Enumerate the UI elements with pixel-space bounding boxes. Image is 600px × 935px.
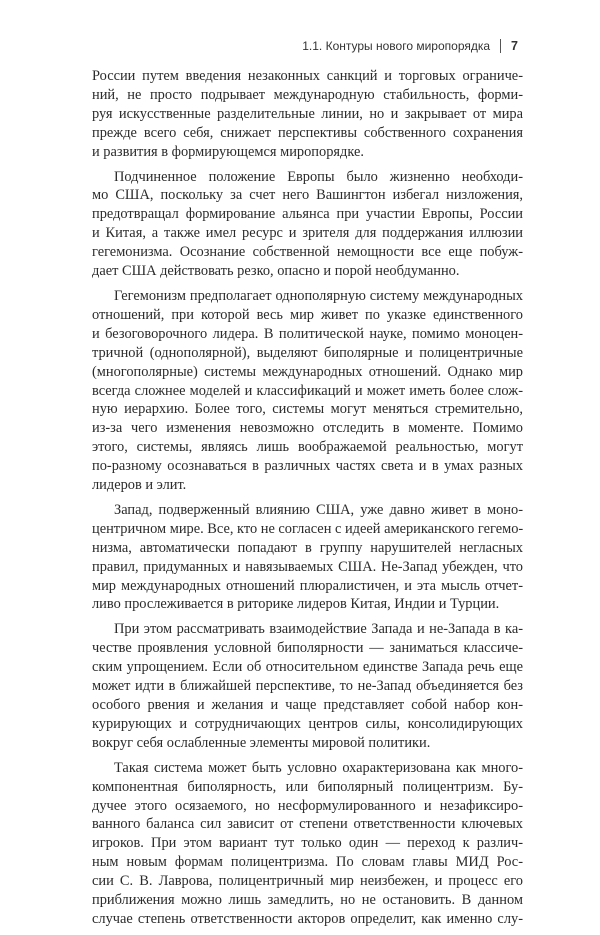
text-line: всегда сложнее моделей и классификаций и может иметь более слож- <box>92 382 523 399</box>
text-line: отношений, при которой весь мир живет по указке единственного <box>92 306 523 323</box>
text-line: и безоговорочного лидера. В политической науке, помимо моноцен- <box>92 325 523 342</box>
section-title: 1.1. Контуры нового миропорядка <box>302 39 491 53</box>
text-line: Такая система может быть условно охарактеризована как много- <box>114 759 523 776</box>
text-line: правил, придуманных и навязываемых США. Не-Запад убежден, что <box>92 558 523 575</box>
text-line: ванного баланса сил зависит от степени ответственности ключевых <box>92 816 523 833</box>
text-line: низма, автоматически попадают в группу нарушителей негласных <box>92 539 523 556</box>
text-line: игроков. При этом вариант тут только один — переход к различ- <box>92 835 523 852</box>
text-line: приближения можно лишь замедлить, но не остановить. В данном <box>92 892 523 909</box>
text-line: и развития в формирующемся миропорядке. <box>92 143 364 160</box>
text-line: вокруг себя ослабленные элементы мировой политики. <box>92 734 431 751</box>
text-line: мо США, поскольку за счет него Вашингтон избегал низложения, <box>92 187 523 204</box>
body-text <box>92 67 523 935</box>
text-line: может идти в ближайшей перспективе, то не-Запад объединяется без <box>92 678 523 695</box>
text-line: ским упрощением. Если об относительном единстве Запада речь еще <box>92 659 523 676</box>
text-line: этого, системы, являясь лишь воображаемой реальностью, могут <box>92 439 523 456</box>
paragraph <box>92 287 523 495</box>
text-line: ным новым формам полицентризма. По словам главы МИД Рос- <box>92 854 523 871</box>
text-line: руя искусственные разделительные линии, но и закрывает от мира <box>92 105 523 122</box>
text-line: При этом рассматривать взаимодействие Запада и не-Запада в ка- <box>114 621 523 638</box>
text-line: ний, не просто подрывает международную стабильность, форми- <box>92 86 523 103</box>
text-line: мир международных отношений плюралистичен, и эта мысль отчет- <box>92 577 523 594</box>
text-line: центричном мире. Все, кто не согласен с идеей американского гегемо- <box>92 520 524 537</box>
text-line: (многополярные) системы международных отношений. Однако мир <box>92 363 523 380</box>
text-line: Подчиненное положение Европы было жизненно необходи- <box>114 168 523 185</box>
text-line: дает США действовать резко, опасно и порой необдуманно. <box>92 263 460 280</box>
header-separator <box>500 39 501 53</box>
text-line: гегемонизма. Осознание собственной немощности все еще побуж- <box>92 244 523 261</box>
paragraph <box>92 759 523 929</box>
page-number: 7 <box>511 39 518 53</box>
text-line: ную иерархию. Более того, системы могут меняться стремительно, <box>92 401 523 418</box>
text-line: особого рвения и желания и чаще представляет собой набор кон- <box>92 697 523 713</box>
paragraph <box>92 67 523 162</box>
text-line: Гегемонизм предполагает однополярную систему международных <box>114 287 523 304</box>
text-line: курирующих и сотрудничающих центров силы, консолидирующих <box>92 715 523 732</box>
running-head <box>302 39 518 53</box>
paragraph <box>92 501 523 614</box>
text-line: лидеров и элит. <box>92 477 187 494</box>
text-line: Запад, подверженный влиянию США, уже давно живет в моно- <box>114 501 523 518</box>
text-line: предотвращал формирование альянса при участии Европы, России <box>92 206 523 223</box>
text-line: России путем введения незаконных санкций и торговых ограниче- <box>92 68 523 84</box>
text-line: честве проявления условной биполярности — заниматься классиче- <box>92 640 523 657</box>
text-line: ливо прослеживается в риторике лидеров Китая, Индии и Турции. <box>92 596 500 613</box>
text-line: компонентная биполярность, или биполярный полицентризм. Бу- <box>92 778 523 795</box>
text-line: случае степень ответственности акторов определит, как именно слу- <box>92 910 523 927</box>
text-line: сии С. В. Лаврова, полицентричный мир неизбежен, и процесс его <box>92 873 523 890</box>
paragraph <box>92 620 523 752</box>
text-line: и Китая, а также имел ресурс и зрителя для поддержания иллюзии <box>92 225 523 242</box>
text-line: из-за чего изменения невозможно отследить в моменте. Помимо <box>92 420 523 437</box>
text-line: тричной (однополярной), выделяют биполярные и полицентричные <box>92 344 523 361</box>
paragraph <box>92 168 523 281</box>
text-line: дучее этого осязаемого, но несформулированного и незафиксиро- <box>92 797 523 814</box>
text-line: прежде всего себя, снижает перспективы собственного сохранения <box>92 124 523 141</box>
text-line: по-разному осознаваться в различных частях света и в умах разных <box>92 458 523 475</box>
